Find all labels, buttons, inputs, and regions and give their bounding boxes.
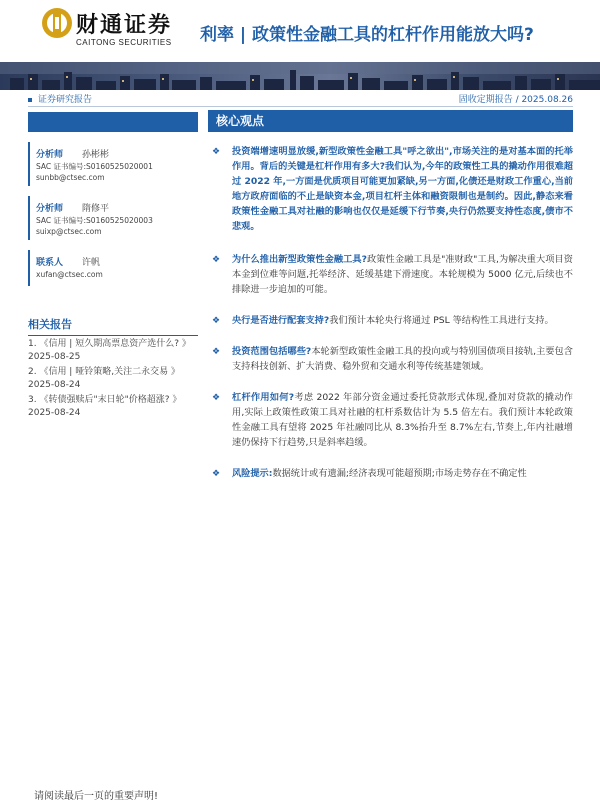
logo-english-text: CAITONG SECURITIES — [76, 38, 172, 47]
paragraph-central-bank — [208, 313, 573, 328]
question-why: 为什么推出新型政策性金融工具? — [232, 254, 367, 265]
related-report-date: 2025-08-25 — [28, 352, 81, 362]
analyst-email: sunbb@ctsec.com — [36, 173, 105, 182]
contact-name: 许帆 — [82, 258, 101, 268]
answer-why: 政策性金融工具是"准财政"工具,为解决重大项目资本金到位难等问题,托举经济、延缓基建下滑速度。本轮规模为 5000 亿元,后续也不排除进一步追加的可能。 — [232, 254, 573, 295]
report-subbar — [28, 92, 573, 106]
paragraph-summary — [208, 144, 573, 234]
main-content — [208, 110, 573, 481]
related-report-title: 3. 《转债强赎后"末日轮"价格超涨? 》 — [28, 395, 182, 405]
sidebar-header — [28, 112, 198, 132]
answer-central-bank: 我们预计本轮央行将通过 PSL 等结构性工具进行支持。 — [329, 315, 554, 326]
analyst-card — [28, 142, 198, 186]
diamond-bullet-icon: ❖ — [212, 469, 221, 479]
skyline-image — [0, 62, 600, 90]
square-bullet-icon — [28, 98, 32, 102]
related-report-title: 2. 《信用 | 哑铃策略,关注二永交易 》 — [28, 367, 180, 377]
question-leverage: 杠杆作用如何? — [232, 392, 295, 403]
summary-text: 投资端增速明显放缓,新型政策性金融工具"呼之欲出",市场关注的是对基本面的托举作用。背后的关键是杠杆作用有多大?我们认为,今年的政策性工具的撬动作用很难超过 2022 年,一方面是优质项目可能更加紧缺,另一方面,化债还是财政工作重心,当前地方政府面临的不止是缺资本金,项目杠杆主体和融资限制也是制约。因此,静态来看政策性金融工具对社融的影响也仅仅是延缓下行节奏,央行仍然要支持性态度,债市不悲观。 — [232, 146, 573, 232]
contact-role: 联系人 — [36, 258, 64, 268]
answer-leverage: 考虑 2022 年部分资金通过委托贷款形式体现,叠加对贷款的撬动作用,实际上政策性政策工具对社融的杠杆系数估计为 5.5 倍左右。我们预计本轮政策性金融工具有望将 2025 年社融同比从 8.3%抬升至 8.7%左右,节奏上,年内社融增速仍保持下行趋势,只是斜率趋缓。 — [232, 392, 573, 448]
related-reports-title: 相关报告 — [28, 316, 198, 336]
skyline-banner — [0, 62, 600, 90]
analyst-email: suixp@ctsec.com — [36, 227, 102, 236]
report-header — [0, 0, 600, 62]
question-scope: 投资范围包括哪些? — [232, 346, 312, 357]
analyst-role: 分析师 — [36, 150, 64, 160]
diamond-bullet-icon: ❖ — [212, 255, 221, 265]
analyst-sac: SAC 证书编号:S0160525020003 — [36, 216, 153, 225]
related-report-item[interactable] — [28, 338, 198, 364]
logo-mark-icon — [40, 6, 74, 40]
analyst-name: 隋修平 — [82, 204, 110, 214]
related-report-date: 2025-08-24 — [28, 380, 81, 390]
core-views-header: 核心观点 — [208, 110, 573, 132]
logo-chinese-text: 财通证券 — [76, 12, 173, 38]
company-logo — [40, 6, 190, 54]
analyst-role: 分析师 — [36, 204, 64, 214]
paragraph-risk — [208, 466, 573, 481]
subbar-divider — [28, 106, 573, 107]
diamond-bullet-icon: ❖ — [212, 316, 221, 326]
diamond-bullet-icon: ❖ — [212, 347, 221, 357]
paragraph-leverage — [208, 390, 573, 450]
related-report-date: 2025-08-24 — [28, 408, 81, 418]
related-report-item[interactable] — [28, 366, 198, 392]
paragraph-scope — [208, 344, 573, 374]
report-type-label — [28, 92, 92, 105]
related-report-item[interactable] — [28, 394, 198, 420]
analyst-card — [28, 196, 198, 240]
analyst-sac: SAC 证书编号:S0160525020001 — [36, 162, 153, 171]
risk-text: 数据统计或有遗漏;经济表现可能超预期;市场走势存在不确定性 — [272, 468, 527, 479]
report-category-date: 固收定期报告 / 2025.08.26 — [458, 95, 573, 105]
question-central-bank: 央行是否进行配套支持? — [232, 315, 330, 326]
diamond-bullet-icon: ❖ — [212, 393, 221, 403]
footer-disclaimer: 请阅读最后一页的重要声明! — [34, 791, 159, 800]
answer-scope: 本轮新型政策性金融工具的投向或与特别国债项目接轨,主要包含支持科技创新、扩大消费、稳外贸和交通水利等传统基建领域。 — [232, 346, 573, 372]
report-type-text: 证券研究报告 — [38, 95, 93, 105]
contact-email: xufan@ctsec.com — [36, 270, 103, 279]
risk-label: 风险提示: — [232, 468, 273, 479]
contact-card — [28, 250, 198, 288]
sidebar — [28, 112, 198, 420]
report-title: 利率 | 政策性金融工具的杠杆作用能放大吗? — [200, 25, 534, 45]
related-report-title: 1. 《信用 | 短久期高票息资产选什么? 》 — [28, 339, 191, 349]
diamond-bullet-icon: ❖ — [212, 147, 221, 157]
paragraph-why — [208, 252, 573, 297]
analyst-name: 孙彬彬 — [82, 150, 110, 160]
